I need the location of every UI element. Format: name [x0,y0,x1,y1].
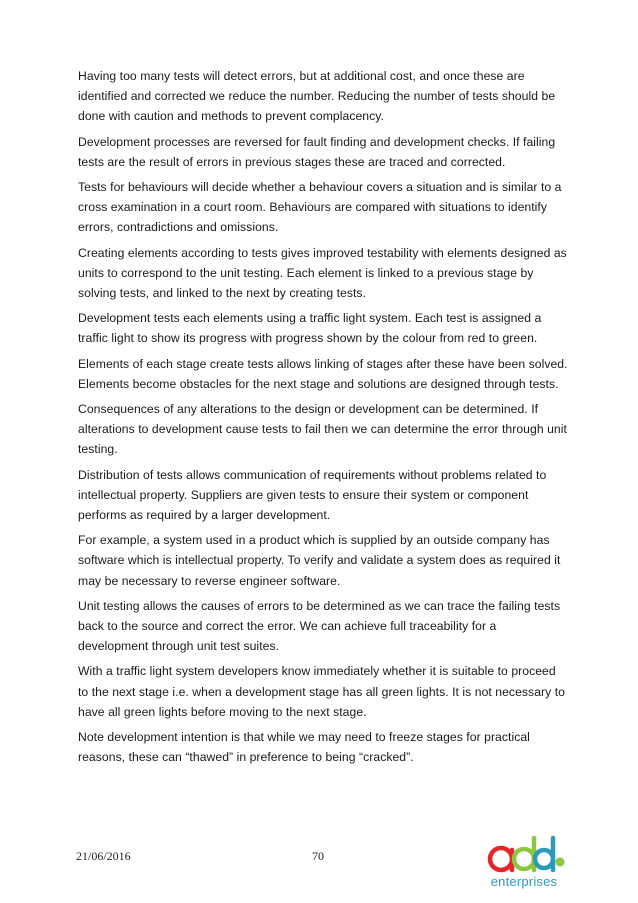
paragraph: Note development intention is that while we may need to freeze stages for practical reasons, these can “thawed” in preference to being “cracked”. [78,730,530,765]
logo-wordmark: enterprises [490,874,558,889]
paragraph: Tests for behaviours will decide whether a behaviour covers a situation and is similar to a cross examination in a court room. Behaviours are compared with situations to identify errors, contradictions and omissions. [78,180,562,235]
paragraph: For example, a system used in a product which is supplied by an outside company has software which is intellectual property. To verify and validate a system does as required it may be necessary to reverse engineer software. [78,533,561,588]
paragraph: Elements of each stage create tests allows linking of stages after these have been solved. Elements become obstacles for the next stage and solutions are designed through tests. [78,356,568,391]
paragraph: Development tests each elements using a traffic light system. Each test is assigned a traffic light to show its progress with progress shown by the colour from red to green. [78,311,542,346]
paragraph: Creating elements according to tests gives improved testability with elements designed as units to correspond to the unit testing. Each element is linked to a previous stage by solving tests, and linked to the next by creating tests. [78,245,567,301]
paragraph: Development processes are reversed for fault finding and development checks. If failing tests are the result of errors in previous stages these are traced and corrected. [78,134,556,169]
paragraph: Consequences of any alterations to the design or development can be determined. If alterations to development cause tests to fail then we can determine the error through unit testing. [78,402,567,457]
footer-date: 21/06/2016 [76,849,131,863]
paragraph: With a traffic light system developers know immediately whether it is suitable to proceed to the next stage i.e. when a development stage has all green lights. It is not necessary to have all green lights before moving to the next stage. [78,664,565,719]
paragraph: Distribution of tests allows communication of requirements without problems related to intellectual property. Suppliers are given tests to ensure their system or component performs as required by a larger development. [78,467,547,523]
paragraph: Having too many tests will detect errors, but at additional cost, and once these are identified and corrected we reduce the number. Reducing the number of tests should be done with caution and methods to prevent complacency. [78,69,556,124]
company-logo [486,832,566,894]
body-text [78,66,568,773]
page-number: 70 [312,849,324,863]
logo-mark-icon [486,832,566,878]
paragraph: Unit testing allows the causes of errors to be determined as we can trace the failing tests back to the source and correct the error. We can achieve full traceability for a development through unit test suites. [78,598,561,654]
